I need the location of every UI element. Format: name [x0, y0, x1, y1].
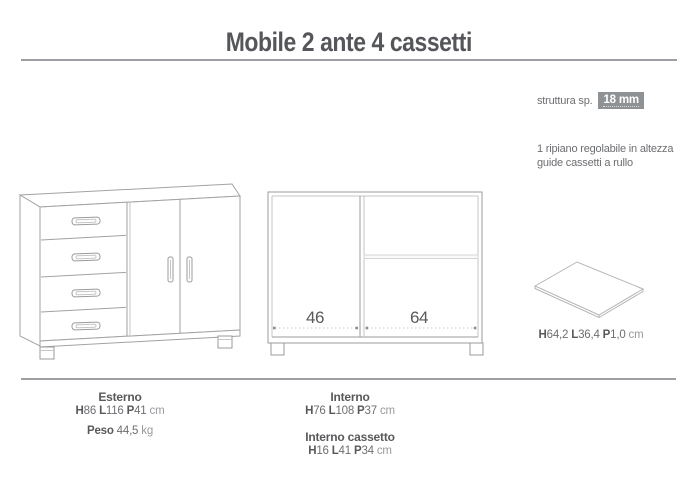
- internal-foot-left: [271, 343, 284, 355]
- cassetto-unit: cm: [376, 445, 392, 457]
- right-compartment-width-label: 64: [410, 308, 428, 327]
- interno-p-value: 37: [364, 405, 377, 417]
- cassetto-p-key: P: [353, 445, 362, 457]
- esterno-h-key: H: [75, 405, 84, 417]
- title-divider-line: [21, 59, 677, 61]
- drawer-handle-1: [72, 217, 100, 225]
- peso-unit: kg: [141, 425, 154, 437]
- drawer-handle-2: [72, 253, 100, 261]
- cabinet-foot-left: [40, 347, 54, 359]
- interno-dimensions: [260, 405, 440, 417]
- interno-h-key: H: [305, 405, 314, 417]
- esterno-p-value: 41: [134, 405, 147, 417]
- interno-p-key: P: [357, 405, 365, 417]
- door-handle-left: [168, 257, 173, 282]
- cassetto-h-key: H: [308, 445, 317, 457]
- cassetto-l-key: L: [331, 445, 339, 457]
- interno-unit: cm: [379, 405, 395, 417]
- drawer-handle-4: [72, 322, 100, 330]
- shelf-top-face: [535, 262, 643, 315]
- cassetto-h-value: 16: [316, 445, 329, 457]
- shelf-l-value: 36,4: [578, 329, 600, 341]
- interno-l-key: L: [328, 405, 336, 417]
- interno-heading: Interno: [330, 390, 370, 404]
- shelf-p-value: 1,0: [610, 329, 626, 341]
- cassetto-l-value: 41: [338, 445, 351, 457]
- cabinet-front-face: [40, 196, 240, 341]
- esterno-p-key: P: [126, 405, 135, 417]
- peso-label: Peso: [86, 425, 114, 437]
- esterno-l-value: 116: [105, 405, 124, 417]
- cabinet-foot-right: [218, 336, 232, 348]
- adjustable-shelf: [364, 255, 478, 259]
- drawer-handle-3: [72, 289, 100, 297]
- structure-thickness-label: struttura sp.: [537, 94, 593, 107]
- cabinet-left-side: [20, 195, 40, 346]
- esterno-h-value: 86: [83, 405, 97, 417]
- shelf-h-value: 64,2: [546, 329, 569, 341]
- shelf-h-key: H: [538, 329, 547, 341]
- esterno-unit: cm: [149, 405, 165, 417]
- structure-thickness-badge: [598, 92, 643, 109]
- page-title: Mobile 2 ante 4 cassetti: [225, 27, 473, 57]
- left-compartment-width-label: 46: [306, 308, 324, 327]
- peso-value: 44,5: [116, 425, 139, 437]
- cabinet-internal-front-view: [258, 188, 488, 368]
- footer-divider-line: [21, 378, 676, 380]
- footer-esterno-column: [30, 390, 210, 437]
- esterno-heading: Esterno: [98, 390, 142, 404]
- interno-h-value: 76: [313, 405, 326, 417]
- footer-interno-column: [260, 390, 440, 457]
- dim-dot: [474, 327, 477, 330]
- esterno-l-key: L: [99, 405, 106, 417]
- structure-thickness-row: [537, 92, 644, 109]
- note-line-guides: guide cassetti a rullo: [537, 156, 633, 169]
- note-line-shelf: 1 ripiano regolabile in altezza: [537, 143, 674, 155]
- dim-dot: [366, 327, 369, 330]
- peso-row: [30, 425, 210, 437]
- interno-cassetto-dimensions: [260, 445, 440, 457]
- shelf-unit: cm: [628, 329, 644, 341]
- features-note: [537, 143, 673, 170]
- shelf-l-key: L: [571, 329, 579, 341]
- interno-cassetto-heading: Interno cassetto: [305, 430, 395, 444]
- dim-dot: [355, 327, 358, 330]
- title-row: [21, 27, 677, 58]
- internal-foot-right: [470, 343, 483, 355]
- dim-dot: [273, 327, 276, 330]
- shelf-p-key: P: [602, 329, 611, 341]
- shelf-panel-drawing: [528, 256, 648, 322]
- door-handle-right: [187, 257, 192, 282]
- cassetto-p-value: 34: [361, 445, 374, 457]
- interno-l-value: 108: [335, 405, 355, 417]
- carcass-outline: [268, 192, 482, 343]
- shelf-dimensions: [532, 329, 650, 341]
- esterno-dimensions: [30, 405, 210, 417]
- cabinet-perspective-drawing: [15, 178, 245, 363]
- structure-thickness-value: 18 mm: [603, 94, 639, 106]
